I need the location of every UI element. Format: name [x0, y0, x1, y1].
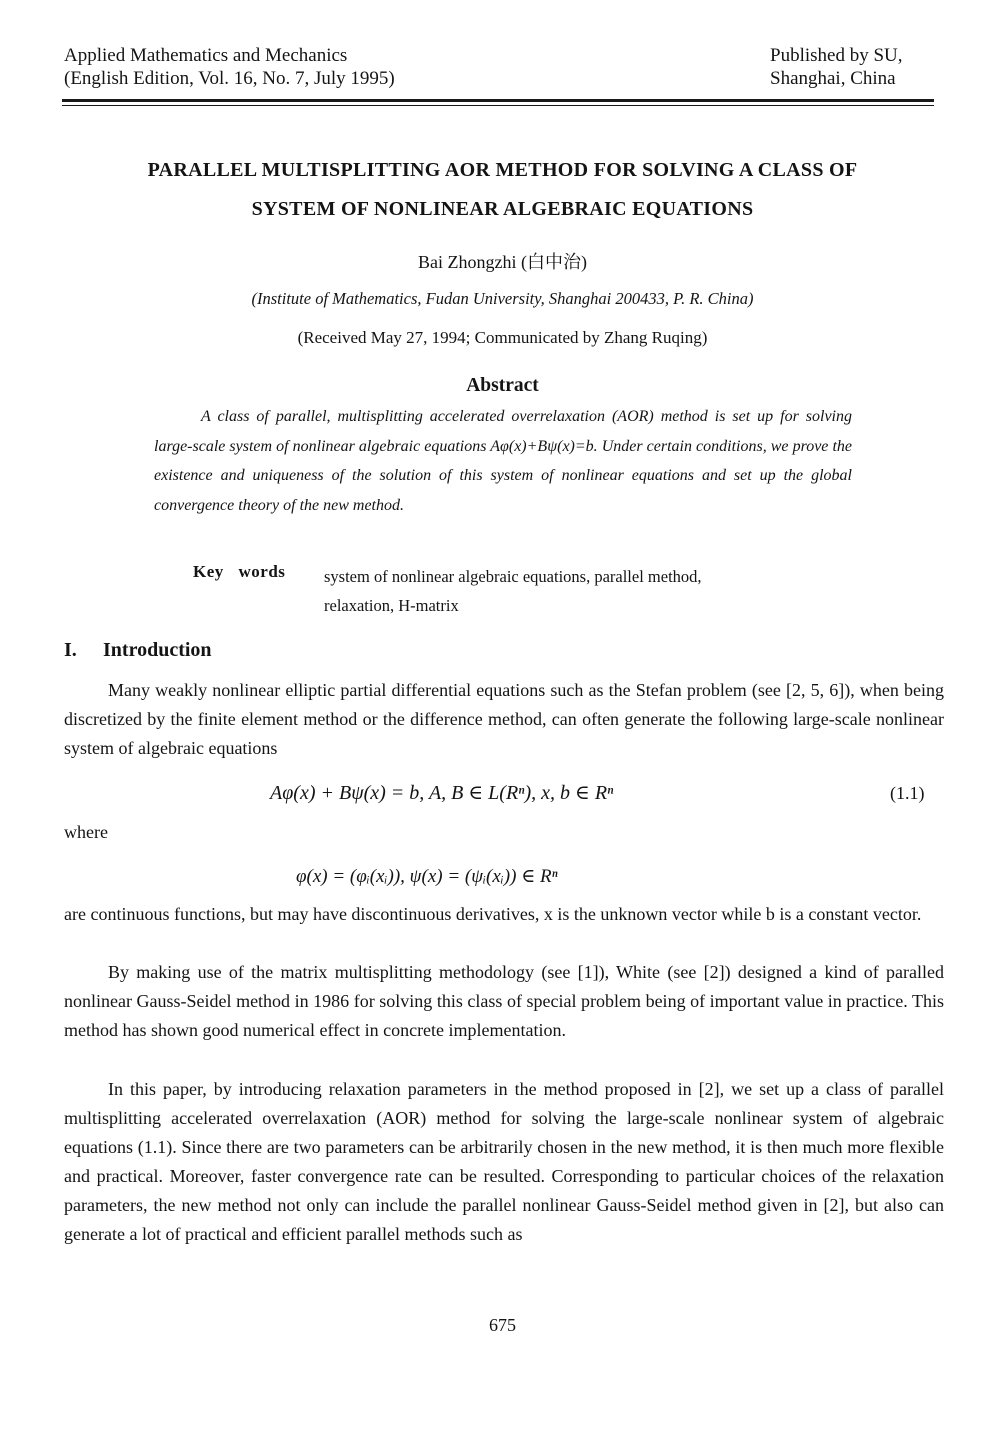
journal-name: Applied Mathematics and Mechanics: [64, 45, 348, 66]
keywords-line-1: system of nonlinear algebraic equations, parallel method,: [324, 567, 702, 586]
journal-issue: (English Edition, Vol. 16, No. 7, July 1995): [64, 68, 395, 89]
keywords-line-2: relaxation, H-matrix: [324, 596, 459, 615]
abstract-body: A class of parallel, multisplitting accelerated overrelaxation (AOR) method is set up for solving large-scale system of nonlinear algebraic equations Aφ(x)+Bψ(x)=b. Under certain conditions, we prove the existence and uniqueness of the solution of this system of nonlinear equations and set up the global convergence theory of the new method.: [154, 408, 852, 514]
running-header: [64, 44, 934, 96]
section-title: Introduction: [103, 639, 212, 661]
author-affiliation: (Institute of Mathematics, Fudan University, Shanghai 200433, P. R. China): [251, 289, 754, 308]
page-number: 675: [489, 1315, 516, 1335]
equation-definitions: φ(x) = (φᵢ(xᵢ)), ψ(x) = (ψᵢ(xᵢ)) ∈ Rⁿ: [296, 866, 558, 887]
equation-1-1: Aφ(x) + Bψ(x) = b, A, B ∈ L(Rⁿ), x, b ∈ Rⁿ: [270, 782, 614, 804]
equation-number: (1.1): [890, 783, 925, 803]
paper-title-line-2: SYSTEM OF NONLINEAR ALGEBRAIC EQUATIONS: [251, 198, 754, 220]
publisher-info: [770, 44, 903, 90]
author-name: Bai Zhongzhi (白中治): [418, 252, 587, 272]
keywords-label: Key words: [193, 562, 286, 581]
received-date: (Received May 27, 1994; Communicated by Zhang Ruqing): [297, 328, 708, 347]
where-label: where: [64, 822, 108, 842]
abstract-heading: Abstract: [466, 375, 539, 396]
intro-paragraph-1: Many weakly nonlinear elliptic partial differential equations such as the Stefan problem (see [2, 5, 6]), when being discretized by the finite element method or the difference method, can often generate the following large-scale nonlinear system of algebraic equations: [64, 680, 944, 758]
keywords-list: [324, 562, 854, 620]
section-number: I.: [64, 639, 77, 661]
intro-paragraph-2: are continuous functions, but may have discontinuous derivatives, x is the unknown vector while b is a constant vector.: [64, 904, 922, 924]
publisher-location: Shanghai, China: [770, 68, 896, 89]
intro-paragraph-4: In this paper, by introducing relaxation parameters in the method proposed in [2], we set up a class of parallel multisplitting accelerated overrelaxation (AOR) method for solving the large-scale nonlinear system of algebraic equations (1.1). Since there are two parameters can be arbitrarily chosen in the new method, it is then much more flexible and practical. Moreover, faster convergence rate can be resulted. Corresponding to particular choices of the relaxation parameters, the new method not only can include the parallel nonlinear Gauss-Seidel method given in [2], but also can generate a lot of practical and efficient parallel methods such as: [64, 1079, 944, 1244]
header-rule-thin: [62, 105, 934, 106]
header-rule-thick: [62, 99, 934, 102]
intro-paragraph-3: By making use of the matrix multisplitting methodology (see [1]), White (see [2]) designed a kind of paralled nonlinear Gauss-Seidel method in 1986 for solving this class of special problem being of important value in practice. This method has shown good numerical effect in concrete implementation.: [64, 962, 944, 1040]
journal-citation: [64, 44, 395, 90]
paper-title-line-1: PARALLEL MULTISPLITTING AOR METHOD FOR SOLVING A CLASS OF: [147, 159, 858, 181]
publisher-name: Published by SU,: [770, 45, 903, 66]
